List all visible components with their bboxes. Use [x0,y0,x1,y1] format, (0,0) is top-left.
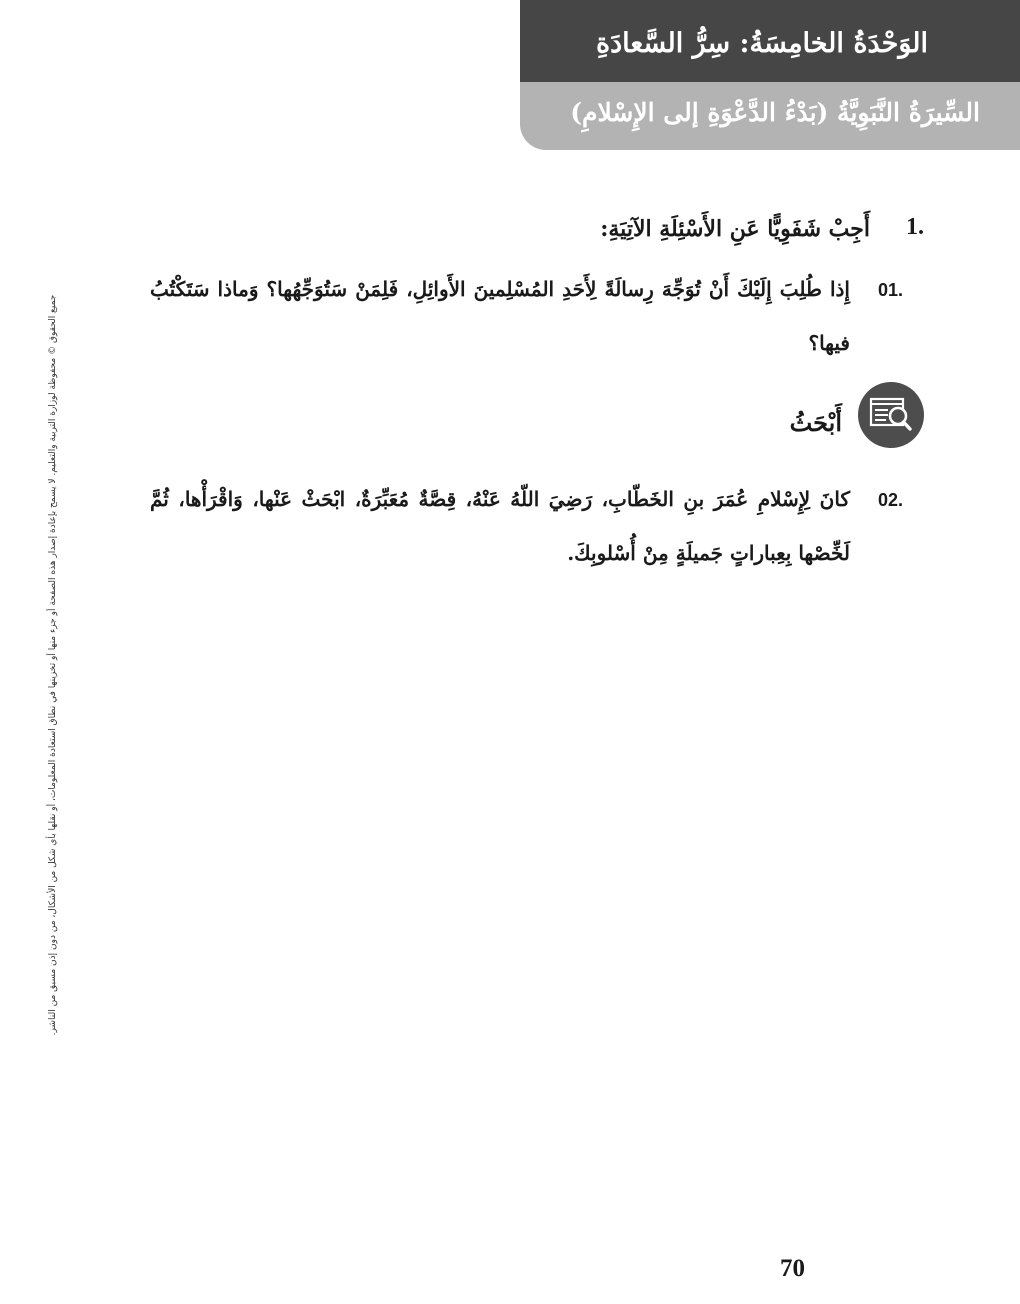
question-number: 1. [906,214,924,240]
copyright-note: جميع الحقوق © محفوظة لوزارة التربية والتعليم. لا يسمح بإعادة إصدار هذه الصفحة أو جزء منها أو تخزينها في نطاق استعادة المعلومات، أو نقلها بأي شكل من الأشكال، من دون إذن مسبق من الناشر. [48,294,58,1036]
item-number: 01. [878,280,904,300]
unit-title: الوَحْدَةُ الخامِسَةُ: سِرُّ السَّعادَةِ [520,0,1020,82]
lesson-title: السِّيرَةُ النَّبَوِيَّةُ (بَدْءُ الدَّعْوَةِ إلى الإِسْلامِ) [520,82,1020,150]
search-document-icon [858,382,924,448]
page-header [520,0,1020,150]
item-text: إِذا طُلِبَ إِلَيْكَ أَنْ تُوَجِّهَ رِسالَةً لِأَحَدِ المُسْلِمينَ الأَوائِلِ، فَلِمَنْ سَتُوَجِّهُها؟ وَماذا سَتَكْتُبُ فيها؟ [150,277,850,355]
item-text: كانَ لِإِسْلامِ عُمَرَ بنِ الخَطّابِ، رَضِيَ اللّهُ عَنْهُ، قِصَّةٌ مُعَبِّرَةٌ، ابْحَثْ عَنْها، وَاقْرَأْها، ثُمَّ لَخِّصْها بِعِباراتٍ جَميلَةٍ مِنْ أُسْلوبِكَ. [150,487,850,565]
research-label: أَبْحَثُ [789,408,842,437]
page-number: 70 [780,1255,805,1282]
question-heading: أَجِبْ شَفَوِيًّا عَنِ الأَسْئِلَةِ الآتِيَةِ: [600,216,870,242]
item-number: 02. [878,490,904,510]
copyright-sidebar [48,294,58,1036]
research-section-icon [858,382,924,448]
